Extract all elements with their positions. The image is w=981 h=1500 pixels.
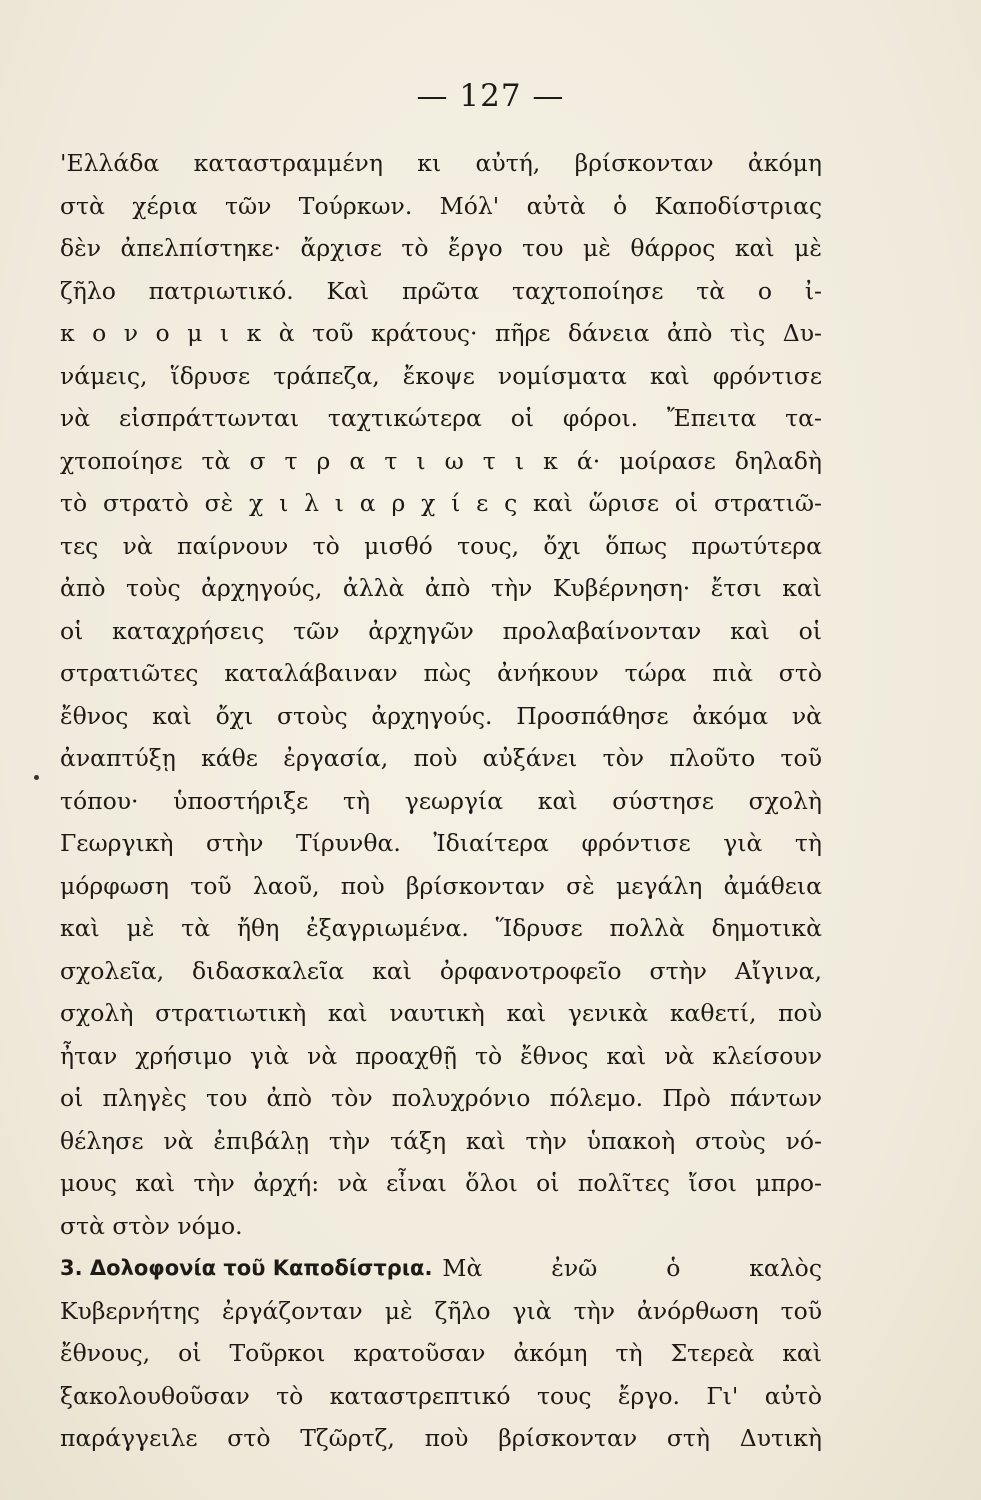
body-line: χτοποίησε τὰ σ τ ρ α τ ι ω τ ι κ ά· μοίρασε δηλαδὴ (60, 446, 822, 475)
body-line: κ ο ν ο μ ι κ ὰ τοῦ κράτους· πῆρε δάνεια ἀπὸ τὶς Δυ- (60, 319, 822, 347)
body-line: τόπου· ὑποστήριξε τὴ γεωργία καὶ σύστησε σχολὴ (60, 786, 822, 815)
body-line: νάμεις, ἵδρυσε τράπεζα, ἔκοψε νομίσματα καὶ φρόντισε (60, 361, 822, 390)
body-line: 'Ελλάδα καταστραμμένη κι αὐτή, βρίσκονταν ἀκόμη (60, 149, 822, 177)
body-line: ἔθνος καὶ ὄχι στοὺς ἀρχηγούς. Προσπάθησε ἀκόμα νὰ (60, 701, 822, 730)
margin-mark (34, 775, 39, 780)
section-heading-line (60, 1247, 822, 1290)
body-line: στὰ χέρια τῶν Τούρκων. Μόλ' αὐτὰ ὁ Καποδίστριας (60, 191, 822, 220)
section-line: παράγγειλε στὸ Τζῶρτζ, ποὺ βρίσκονταν στὴ Δυτικὴ (60, 1424, 822, 1452)
body-line: καὶ μὲ τὰ ἤθη ἐξαγριωμένα. Ἵδρυσε πολλὰ δημοτικὰ (60, 914, 822, 942)
body-line: μόρφωση τοῦ λαοῦ, ποὺ βρίσκονταν σὲ μεγάλη ἀμάθεια (60, 871, 822, 900)
section-heading: 3. Δολοφονία τοῦ Καποδίστρια. (60, 1256, 433, 1280)
body-line: δὲν ἀπελπίστηκε· ἄρχισε τὸ ἔργο του μὲ θάρρος καὶ μὲ (60, 234, 822, 262)
body-line: οἱ καταχρήσεις τῶν ἀρχηγῶν προλαβαίνονταν καὶ οἱ (60, 616, 822, 645)
page-body (60, 142, 822, 1460)
body-line: ἀναπτύξῃ κάθε ἐργασία, ποὺ αὐξάνει τὸν πλοῦτο τοῦ (60, 744, 822, 772)
body-line: θέλησε νὰ ἐπιβάλῃ τὴν τάξη καὶ τὴν ὑπακοὴ στοὺς νό- (60, 1126, 822, 1155)
body-line: ἀπὸ τοὺς ἀρχηγούς, ἀλλὰ ἀπὸ τὴν Κυβέρνηση· ἔτσι καὶ (60, 574, 822, 602)
body-line: τὸ στρατὸ σὲ χ ι λ ι α ρ χ ί ε ς καὶ ὥρισε οἱ στρατιῶ- (60, 489, 822, 517)
body-line: Γεωργικὴ στὴν Τίρυνθα. Ἰδιαίτερα φρόντισε γιὰ τὴ (60, 829, 822, 857)
section-line: ξακολουθοῦσαν τὸ καταστρεπτικό τους ἔργο. Γι' αὐτὸ (60, 1381, 822, 1410)
page-number: — 127 — (416, 78, 565, 114)
body-line: οἱ πληγὲς του ἀπὸ τὸν πολυχρόνιο πόλεμο. Πρὸ πάντων (60, 1084, 822, 1112)
body-line: νὰ εἰσπράττωνται ταχτικώτερα οἱ φόροι. Ἔπειτα τα- (60, 404, 822, 432)
section-line: ἔθνους, οἱ Τοῦρκοι κρατοῦσαν ἀκόμη τὴ Στερεὰ καὶ (60, 1339, 822, 1367)
body-line: τες νὰ παίρνουν τὸ μισθό τους, ὄχι ὅπως πρωτύτερα (60, 531, 822, 560)
body-line: ζῆλο πατριωτικό. Καὶ πρῶτα ταχτοποίησε τὰ ο ἰ- (60, 276, 822, 305)
body-line: στρατιῶτες καταλάβαιναν πὼς ἀνήκουν τώρα πιὰ στὸ (60, 659, 822, 687)
paragraph-end-line: στὰ στὸν νόμο. (60, 1211, 243, 1240)
section-line: Κυβερνήτης ἐργάζονταν μὲ ζῆλο γιὰ τὴν ἀνόρθωση τοῦ (60, 1296, 822, 1325)
body-line: ἦταν χρήσιμο γιὰ νὰ προαχθῇ τὸ ἔθνος καὶ νὰ κλείσουν (60, 1041, 822, 1070)
section-first-line: Μὰ ἐνῶ ὁ καλὸς (442, 1254, 822, 1282)
body-line: σχολὴ στρατιωτικὴ καὶ ναυτικὴ καὶ γενικὰ καθετί, ποὺ (60, 999, 822, 1027)
body-line: σχολεῖα, διδασκαλεῖα καὶ ὀρφανοτροφεῖο στὴν Αἴγινα, (60, 956, 822, 985)
body-line: μους καὶ τὴν ἀρχή: νὰ εἶναι ὅλοι οἱ πολῖτες ἴσοι μπρο- (60, 1169, 822, 1197)
